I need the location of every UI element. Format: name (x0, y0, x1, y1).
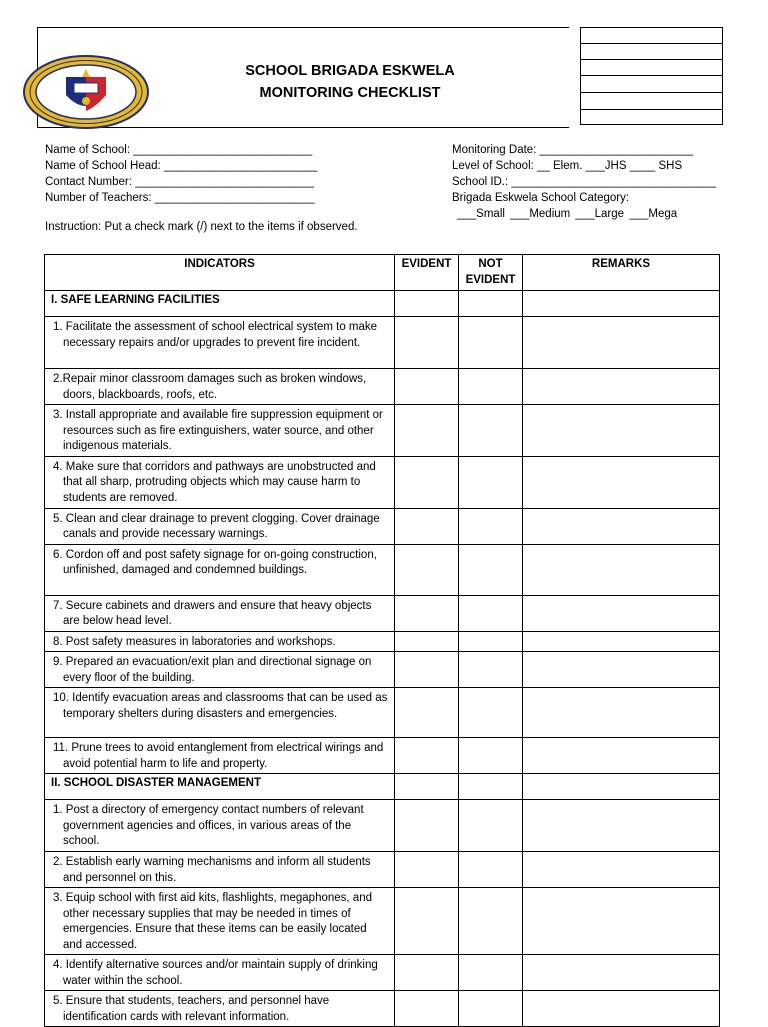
not-evident-cell[interactable] (459, 405, 523, 457)
not-evident-cell[interactable] (459, 774, 523, 800)
monitoring-date-field[interactable]: Monitoring Date: ________________________ (452, 144, 694, 156)
not-evident-cell[interactable] (459, 852, 523, 888)
checklist-body (45, 291, 720, 1027)
not-evident-cell[interactable] (459, 652, 523, 688)
corner-code-box (580, 27, 723, 125)
not-evident-cell[interactable] (459, 456, 523, 508)
evident-cell[interactable] (395, 955, 459, 991)
table-row (45, 800, 720, 852)
indicator-cell (45, 652, 395, 688)
table-row (45, 652, 720, 688)
evident-cell[interactable] (395, 595, 459, 631)
remarks-cell[interactable] (523, 595, 720, 631)
not-evident-cell[interactable] (459, 991, 523, 1027)
indicator-text: 1. Post a directory of emergency contact numbers of relevant government agencies and offices, in various areas of the school. (53, 804, 364, 847)
indicator-cell (45, 955, 395, 991)
section-row (45, 291, 720, 317)
evident-cell[interactable] (395, 456, 459, 508)
not-evident-cell[interactable] (459, 369, 523, 405)
header-evident: EVIDENT (395, 255, 459, 291)
indicator-cell (45, 595, 395, 631)
deped-seal-logo (22, 55, 150, 129)
remarks-cell[interactable] (523, 291, 720, 317)
remarks-cell[interactable] (523, 888, 720, 955)
evident-cell[interactable] (395, 544, 459, 595)
not-evident-cell[interactable] (459, 508, 523, 544)
indicator-text: 4. Identify alternative sources and/or maintain supply of drinking water within the school. (53, 959, 378, 987)
indicator-cell (45, 369, 395, 405)
school-info-right (452, 142, 716, 222)
remarks-cell[interactable] (523, 652, 720, 688)
indicator-cell (45, 991, 395, 1027)
evident-cell[interactable] (395, 652, 459, 688)
level-of-school-field[interactable]: Level of School: __ Elem. ___JHS ____ SHS (452, 160, 683, 172)
not-evident-cell[interactable] (459, 317, 523, 369)
remarks-cell[interactable] (523, 405, 720, 457)
category-label: Brigada Eskwela School Category: (452, 192, 630, 204)
header-not-evident: NOT EVIDENT (459, 255, 523, 291)
not-evident-cell[interactable] (459, 595, 523, 631)
title-line-1: SCHOOL BRIGADA ESKWELA (245, 63, 455, 79)
remarks-cell[interactable] (523, 955, 720, 991)
remarks-cell[interactable] (523, 774, 720, 800)
not-evident-cell[interactable] (459, 955, 523, 991)
table-header-row (45, 255, 720, 291)
table-row (45, 852, 720, 888)
indicator-cell (45, 544, 395, 595)
remarks-cell[interactable] (523, 544, 720, 595)
not-evident-cell[interactable] (459, 631, 523, 652)
school-info-left (45, 142, 317, 206)
corner-box-line (581, 109, 722, 110)
evident-cell[interactable] (395, 688, 459, 738)
header-indicators: INDICATORS (45, 255, 395, 291)
not-evident-cell[interactable] (459, 544, 523, 595)
corner-box-line (581, 75, 722, 76)
not-evident-cell[interactable] (459, 888, 523, 955)
evident-cell[interactable] (395, 369, 459, 405)
indicator-cell (45, 688, 395, 738)
name-of-school-field[interactable]: Name of School: ____________________________ (45, 144, 313, 156)
table-row (45, 738, 720, 774)
number-of-teachers-field[interactable]: Number of Teachers: _________________________ (45, 192, 315, 204)
indicator-cell (45, 456, 395, 508)
indicator-text: 2. Establish early warning mechanisms and inform all students and personnel on this. (53, 856, 371, 884)
evident-cell[interactable] (395, 888, 459, 955)
remarks-cell[interactable] (523, 852, 720, 888)
evident-cell[interactable] (395, 800, 459, 852)
evident-cell[interactable] (395, 631, 459, 652)
not-evident-cell[interactable] (459, 800, 523, 852)
indicator-text: 1. Facilitate the assessment of school electrical system to make necessary repairs and/or upgrades to prevent fire incident. (53, 321, 378, 349)
evident-cell[interactable] (395, 991, 459, 1027)
section-row (45, 774, 720, 800)
remarks-cell[interactable] (523, 800, 720, 852)
indicator-cell (45, 852, 395, 888)
remarks-cell[interactable] (523, 369, 720, 405)
table-row (45, 508, 720, 544)
page-title (200, 60, 500, 104)
evident-cell[interactable] (395, 738, 459, 774)
table-row (45, 631, 720, 652)
indicator-text: 4. Make sure that corridors and pathways are unobstructed and that all sharp, protruding objects which may cause harm to students are removed. (53, 460, 376, 504)
table-row (45, 991, 720, 1027)
table-row (45, 405, 720, 457)
indicator-cell (45, 405, 395, 457)
remarks-cell[interactable] (523, 688, 720, 738)
indicator-cell (45, 888, 395, 955)
title-line-2: MONITORING CHECKLIST (259, 85, 441, 101)
remarks-cell[interactable] (523, 317, 720, 369)
indicator-text: 6. Cordon off and post safety signage for on-going construction, unfinished, damaged and condemned buildings. (53, 548, 377, 576)
table-row (45, 456, 720, 508)
not-evident-cell[interactable] (459, 688, 523, 738)
remarks-cell[interactable] (523, 456, 720, 508)
indicator-text: 3. Equip school with first aid kits, flashlights, megaphones, and other necessary supplies that may be needed in times of emergencies. Ensure that these items can be easily located and accessed. (53, 892, 372, 951)
indicator-text: 5. Clean and clear drainage to prevent clogging. Cover drainage canals and provide necessary warnings. (53, 512, 380, 540)
evident-cell[interactable] (395, 291, 459, 317)
name-of-school-head-field[interactable]: Name of School Head: ________________________ (45, 160, 318, 172)
category-options[interactable]: ___Small ___Medium ___Large ___Mega (457, 208, 678, 220)
evident-cell[interactable] (395, 508, 459, 544)
indicator-cell (45, 317, 395, 369)
evident-cell[interactable] (395, 405, 459, 457)
indicator-text: 9. Prepared an evacuation/exit plan and directional signage on every floor of the building. (53, 656, 372, 684)
school-id-field[interactable]: School ID.: ________________________________ (452, 176, 717, 188)
corner-box-line (581, 59, 722, 60)
corner-box-line (581, 92, 722, 93)
indicator-cell (45, 738, 395, 774)
evident-cell[interactable] (395, 317, 459, 369)
table-row (45, 544, 720, 595)
indicator-text: 5. Ensure that students, teachers, and personnel have identification cards with relevant information. (53, 995, 330, 1023)
evident-cell[interactable] (395, 774, 459, 800)
indicator-text: 7. Secure cabinets and drawers and ensure that heavy objects are below head level. (53, 599, 372, 627)
header-remarks: REMARKS (523, 255, 720, 291)
section-title: II. SCHOOL DISASTER MANAGEMENT (45, 774, 395, 800)
not-evident-cell[interactable] (459, 291, 523, 317)
table-row (45, 595, 720, 631)
evident-cell[interactable] (395, 852, 459, 888)
indicator-text: 11. Prune trees to avoid entanglement from electrical wirings and avoid potential harm to life and property. (53, 742, 384, 770)
contact-number-field[interactable]: Contact Number: ____________________________ (45, 176, 315, 188)
indicator-text: 8. Post safety measures in laboratories and workshops. (53, 635, 336, 648)
indicator-cell (45, 508, 395, 544)
table-row (45, 688, 720, 738)
deped-seal-icon (22, 55, 150, 129)
table-row (45, 317, 720, 369)
indicator-text: 3. Install appropriate and available fire suppression equipment or resources such as fire extinguishers, water source, and other indigenous materials. (53, 409, 383, 452)
table-row (45, 888, 720, 955)
remarks-cell[interactable] (523, 508, 720, 544)
remarks-cell[interactable] (523, 738, 720, 774)
instruction-text: Instruction: Put a check mark (/) next to the items if observed. (45, 221, 358, 233)
section-title: I. SAFE LEARNING FACILITIES (45, 291, 395, 317)
indicator-cell (45, 800, 395, 852)
monitoring-checklist-table (44, 254, 720, 1027)
indicator-cell (45, 631, 395, 652)
indicator-text: 2.Repair minor classroom damages such as broken windows, doors, blackboards, roofs, etc. (53, 373, 367, 401)
indicator-text: 10. Identify evacuation areas and classrooms that can be used as temporary shelters during disasters and emergencies. (53, 692, 388, 720)
table-row (45, 369, 720, 405)
corner-box-line (581, 43, 722, 44)
table-row (45, 955, 720, 991)
not-evident-cell[interactable] (459, 738, 523, 774)
remarks-cell[interactable] (523, 631, 720, 652)
remarks-cell[interactable] (523, 991, 720, 1027)
